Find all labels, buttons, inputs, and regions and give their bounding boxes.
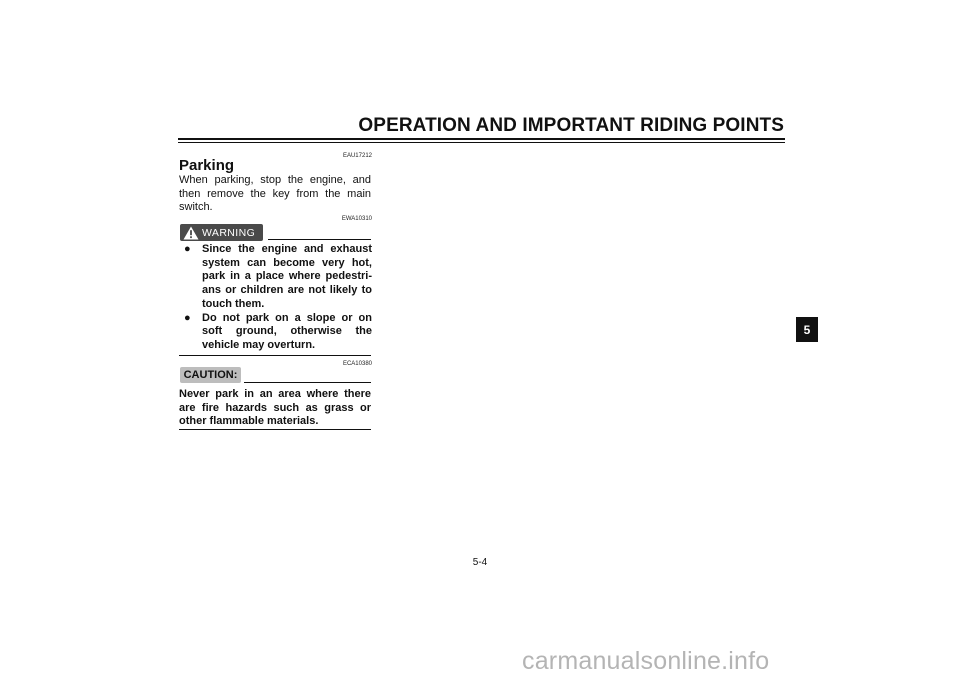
warning-item	[179, 312, 372, 353]
chapter-tab: 5	[796, 317, 818, 342]
header-divider	[178, 138, 785, 140]
warning-item	[179, 243, 372, 312]
page-number: 5-4	[472, 557, 488, 568]
warning-list	[179, 243, 372, 353]
bullet-icon: ●	[184, 243, 191, 255]
caution-text: Never park in an area where there are fire hazards such as grass or other flammable materials.	[179, 388, 371, 428]
warning-item-text: Since the engine and exhaust system can become very hot, park in a place where pedestri-ans or children are not likely to touch them.	[202, 243, 372, 310]
caution-code: ECA10380	[342, 361, 372, 367]
warning-badge	[180, 224, 263, 241]
warning-divider	[268, 239, 371, 240]
warning-item-text: Do not park on a slope or on soft ground, otherwise the vehicle may overturn.	[202, 311, 372, 351]
section-title: Parking	[179, 157, 235, 174]
warning-label: WARNING	[202, 226, 256, 239]
section-code: EAU17212	[342, 153, 372, 159]
bullet-icon: ●	[184, 311, 191, 324]
header-divider-thin	[178, 142, 785, 143]
caution-end-divider	[179, 429, 371, 430]
section-body-text: When parking, stop the engine, and then remove the key from the main switch.	[179, 174, 371, 214]
warning-end-divider	[179, 355, 371, 356]
caution-badge: CAUTION:	[180, 367, 241, 383]
warning-triangle-icon	[183, 226, 199, 240]
warning-code: EWA10310	[341, 216, 372, 222]
caution-divider	[244, 382, 371, 383]
page-header-title: OPERATION AND IMPORTANT RIDING POINTS	[358, 115, 784, 136]
watermark: carmanualsonline.info	[522, 647, 770, 675]
